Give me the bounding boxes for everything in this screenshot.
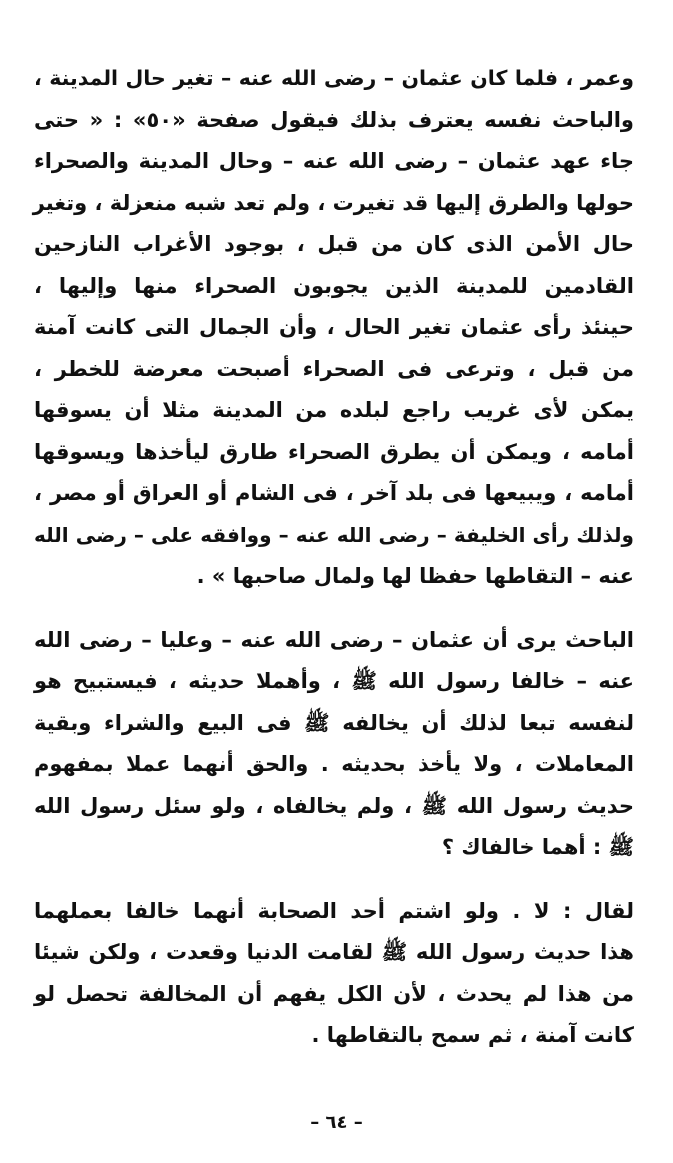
page-body [34,58,634,1057]
text-line: حولها والطرق إليها قد تغيرت ، ولم تعد شبه منعزلة ، وتغير [32,190,634,215]
text-line: المعاملات ، ولا يأخذ بحديثه . والحق أنهما عملا بمفهوم [34,752,634,776]
text-line: وعمر ، فلما كان عثمان – رضى الله عنه – تغير حال المدينة ، [34,66,634,90]
text-line: من قبل ، وترعى فى الصحراء أصبحت معرضة للخطر ، [34,356,634,381]
paragraph-gap [34,598,634,620]
text-line: ﷺ : أهما خالفاك ؟ [441,835,634,859]
paragraph-1 [34,58,634,598]
text-line: لنفسه تبعا لذلك أن يخالفه ﷺ فى البيع والشراء وبقية [34,710,634,735]
text-line: يمكن لأى غريب راجع لبلده من المدينة مثلا أن يسوقها [34,398,634,422]
text-line: عنه – خالفا رسول الله ﷺ ، وأهملا حديثه ، فيستبيح هو [34,669,634,693]
text-line: عنه – التقاطها حفظا لها ولمال صاحبها » . [196,564,634,588]
text-line: القادمين للمدينة الذين يجوبون الصحراء منها وإليها ، [34,273,634,298]
text-line: حينئذ رأى عثمان تغير الحال ، وأن الجمال التى كانت آمنة [34,315,634,339]
text-line: هذا حديث رسول الله ﷺ لقامت الدنيا وقعدت ، ولكن شيئا [34,940,634,964]
text-line: الباحث يرى أن عثمان – رضى الله عنه – وعليا – رضى الله [34,627,634,652]
text-line: كانت آمنة ، ثم سمح بالتقاطها . [311,1023,634,1047]
text-line: حديث رسول الله ﷺ ، ولم يخالفاه ، ولو سئل رسول الله [34,793,634,818]
text-line: من هذا لم يحدث ، لأن الكل يفهم أن المخالفة تحصل لو [34,981,634,1006]
page-number: – ٦٤ – [310,1112,363,1133]
paragraph-gap [34,869,634,891]
text-line: لقال : لا . ولو اشتم أحد الصحابة أنهما خالفا بعملهما [34,898,634,923]
text-line: والباحث نفسه يعترف بذلك فيقول صفحة «٥٠» : « حتى [34,107,634,132]
paragraph-2 [34,620,634,869]
text-line: أمامه ، ويمكن أن يطرق الصحراء طارق ليأخذها ويسوقها [34,439,634,464]
text-line: جاء عهد عثمان – رضى الله عنه – وحال المدينة والصحراء [34,149,634,173]
text-line: أمامه ، ويبيعها فى بلد آخر ، فى الشام أو العراق أو مصر ، [34,481,634,505]
text-line: حال الأمن الذى كان من قبل ، بوجود الأغراب النازحين [34,232,634,256]
paragraph-3 [34,891,634,1057]
text-line: ولذلك رأى الخليفة – رضى الله عنه – ووافقه على – رضى الله [34,522,634,547]
